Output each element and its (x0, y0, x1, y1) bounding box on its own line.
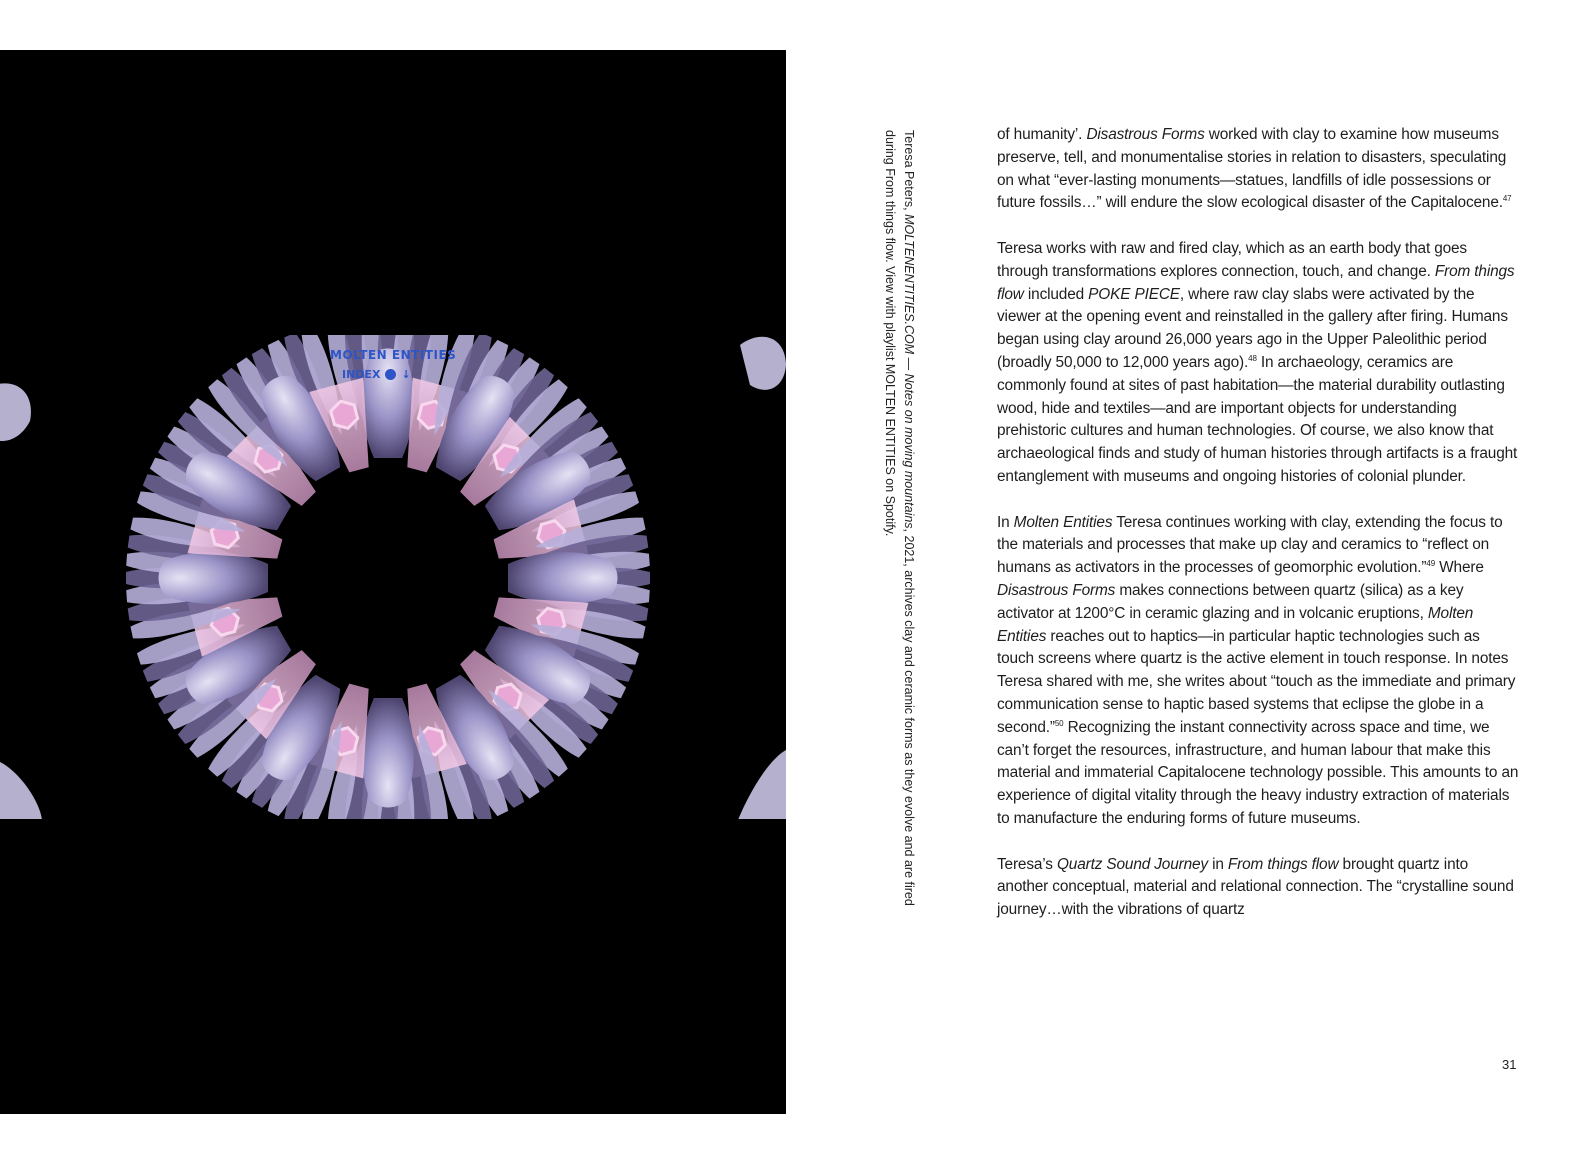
text-run: In (997, 513, 1014, 531)
text-run: In archaeology, ceramics are commonly found at sites of past habitation—the material durability outlasting wood, hide and textiles—and are important objects for understanding prehistoric cultures and human technologies. Of course, we also know that archaeological finds and study of human histories through artifacts is a fraught entanglement with museums and ongoing histories of colonial plunder. (997, 353, 1518, 485)
arrow-down-icon: ↓ (401, 368, 411, 381)
text-run: Teresa’s (997, 855, 1057, 873)
paragraph-1 (997, 124, 1519, 215)
text-run: Where (1435, 559, 1484, 577)
italic-run: Quartz Sound Journey (1056, 855, 1208, 873)
body-text-column (997, 124, 1519, 945)
italic-run: Disastrous Forms (1086, 126, 1205, 143)
italic-run: Disastrous Forms (997, 581, 1116, 599)
caption-lead: Teresa Peters, (902, 130, 916, 215)
text-run: in (1207, 855, 1228, 873)
caption-rest: , 2021, archives clay and ceramic forms as they evolve and are fired during From things flow. View with playlist MOLTEN ENTITIES on Spotify. (883, 130, 916, 906)
paragraph-3 (997, 512, 1519, 831)
italic-run: From things flow (1227, 855, 1339, 873)
footnote-ref: 50 (1054, 718, 1064, 728)
italic-run: POKE PIECE (1088, 285, 1180, 303)
paragraph-4 (997, 854, 1519, 922)
caption-dash: — (902, 354, 916, 374)
footnote-ref: 48 (1248, 353, 1257, 363)
text-run: Teresa continues working with clay, extending the focus to the materials and processes that make up clay and ceramics to “reflect on humans as activators in the processes of geomorphic evolution.” (997, 513, 1503, 577)
kaleidoscope-image (0, 50, 786, 1114)
text-run: of humanity’. (997, 126, 1087, 143)
italic-run: Molten Entities (997, 604, 1474, 645)
circle-dot-icon (385, 369, 396, 380)
text-run: reaches out to haptics—in particular haptic technologies such as touch screens where quartz is the active element in touch response. In notes Teresa shared with me, she writes about “touch as the immediate and primary communication sense to haptic based systems that eclipse the globe in a second.” (997, 627, 1516, 736)
text-run: makes connections between quartz (silica) as a key activator at 1200°C in ceramic glazing and in volcanic eruptions, (997, 581, 1464, 622)
image-caption (858, 130, 918, 920)
caption-work-title: MOLTENENTITIES.COM (902, 214, 916, 355)
text-run: worked with clay to examine how museums preserve, tell, and monumentalise stories in relation to disasters, speculating on what “ever-lasting monuments—statues, landfills of idle possessions or future fossils…” will endure the slow ecological disaster of the Capitalocene. (997, 126, 1507, 212)
page-number: 31 (1502, 1057, 1517, 1072)
text-run: Teresa works with raw and fired clay, which as an earth body that goes through transformations explores connection, touch, and change. (997, 239, 1467, 280)
overlay-index-label: INDEX (342, 368, 381, 381)
kaleidoscope-artwork (0, 50, 786, 1114)
italic-run: From things flow (997, 262, 1515, 303)
footnote-ref: 49 (1426, 559, 1436, 569)
paragraph-2 (997, 238, 1519, 489)
text-run: brought quartz into another conceptual, material and relational connection. The “crystalline sound journey…with the vibrations of quartz (997, 855, 1514, 919)
overlay-nav (342, 368, 411, 381)
caption-subtitle: Notes on moving mountains (902, 373, 916, 529)
text-run: Recognizing the instant connectivity across space and time, we can’t forget the resources, infrastructure, and human labour that make this material and immaterial Capitalocene technology possible. This amounts to an experience of digital vitality through the heavy industry extraction of materials to manufacture the enduring forms of future museums. (997, 718, 1519, 827)
italic-run: Molten Entities (1013, 513, 1113, 531)
text-run: , where raw clay slabs were activated by the viewer at the opening event and reinstalled in the gallery after firing. Humans began using clay around 26,000 years ago in the Upper Paleolithic period (broadly 50,000 to 12,000 years ago). (997, 285, 1508, 371)
text-run: included (1023, 285, 1089, 303)
overlay-site-title: MOLTEN ENTITIES (330, 348, 457, 362)
footnote-ref: 47 (1502, 194, 1512, 204)
